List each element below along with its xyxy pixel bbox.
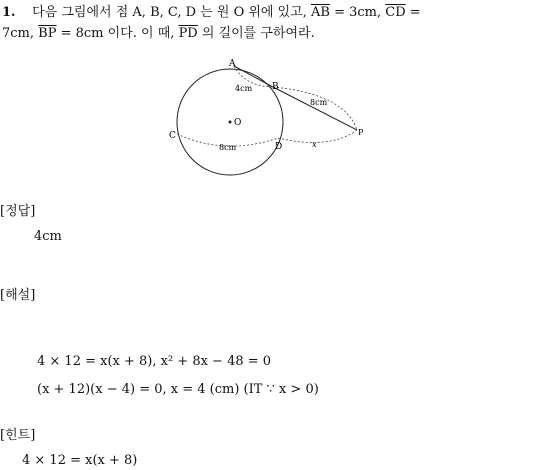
label-d: D xyxy=(275,142,283,152)
length-cd: 8cm xyxy=(219,143,237,152)
length-bp: 8cm xyxy=(310,98,328,107)
label-b: B xyxy=(272,82,279,92)
hint-line-1: 4 × 12 = x(x + 8) xyxy=(22,453,138,468)
problem-text-eq2: = xyxy=(409,5,421,20)
segment-ab: $\overline{AB}$ xyxy=(311,5,330,20)
solution-line-2: (x + 12)(x − 4) = 0, x = 4 (cm) (IT ∵ x > 0) xyxy=(37,382,319,397)
solution-line-1: 4 × 12 = x(x + 8), x² + 8x − 48 = 0 xyxy=(37,354,272,369)
segment-bp-line xyxy=(273,87,357,130)
segment-pd: $\overline{PD}$ xyxy=(178,26,198,41)
segment-bp: $\overline{BP}$ xyxy=(38,26,57,41)
problem-line-2 xyxy=(2,26,315,42)
problem-text-cd-value: 7cm, xyxy=(2,26,35,41)
label-c: C xyxy=(169,131,176,141)
problem-text-eq1: = 3cm, xyxy=(334,5,382,20)
center-point xyxy=(229,121,232,124)
answer-header: [정답] xyxy=(0,204,36,219)
label-p: P xyxy=(358,128,364,137)
solution-header: [해설] xyxy=(0,288,36,303)
problem-number: 1. xyxy=(2,5,16,20)
circle-secant-figure xyxy=(160,52,380,182)
answer-value: 4cm xyxy=(34,229,62,244)
label-o: O xyxy=(234,118,242,128)
problem-line-1 xyxy=(2,5,421,21)
problem-text-part1: 다음 그림에서 점 A, B, C, D 는 원 O 위에 있고, xyxy=(32,5,307,20)
problem-text-part3: 의 길이를 구하여라. xyxy=(201,26,315,41)
length-dp: x xyxy=(312,140,317,149)
segment-cd: $\overline{CD}$ xyxy=(385,5,406,20)
arc-dp-dashed xyxy=(278,130,357,143)
label-a: A xyxy=(229,59,236,69)
problem-text-part2: = 8cm 이다. 이 때, xyxy=(60,26,175,41)
length-ab: 4cm xyxy=(235,84,253,93)
hint-header: [힌트] xyxy=(0,428,36,443)
